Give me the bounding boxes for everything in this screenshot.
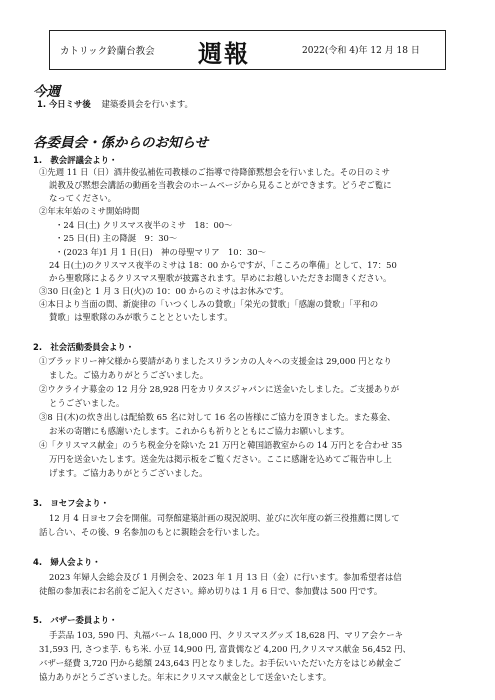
sec1-line: ・(2023 年)1 月 1 日(日) 神の母聖マリア 10：30～ (55, 247, 267, 257)
sec2-line: ②ウクライナ募金の 12 月分 28,928 円をカリタスジャパンに送金いたしました。ご支援ありが (39, 384, 400, 394)
page-title: 週報 (198, 40, 250, 68)
this-week-item-text: 建築委員会を行います。 (101, 99, 193, 109)
sec1-line: ・25 日(日) 主の降誕 9：30～ (55, 233, 178, 243)
this-week-item-label: 1. 今日ミサ後 (37, 99, 91, 109)
church-name: カトリック鈴蘭台教会 (60, 46, 155, 57)
bulletin-header (49, 30, 446, 70)
sec1-line: ③30 日(金)と 1 月 3 日(火)の 10：00 からのミサはお休みです。 (39, 286, 289, 296)
sec4-line: 2023 年婦人会総会及び 1 月例会を、2023 年 1 月 13 日（金）に行います。参加希望者は信 (49, 572, 402, 582)
sec2-line: お米の寄贈にも感謝いたします。これからも祈りとともにご協力お願いします。 (49, 426, 350, 436)
this-week-title: 今週 (33, 84, 60, 100)
sec2-heading: 2. 社会活動委員会より・ (33, 342, 135, 352)
sec1-line: なってください。 (49, 193, 116, 203)
sec2-line: ました。ご協力ありがとうございました。 (49, 370, 209, 380)
sec5-line: バザー経費 3,720 円から総額 243,643 円となりました。お手伝いいただいた方をはじめ献金ご (39, 658, 402, 668)
sec2-line: ①ブラッドリー神父様から要請がありましたスリランカの人々への支援金は 29,000 円となり (39, 356, 392, 366)
sec1-heading: 1. 教会評議会より・ (33, 155, 118, 165)
sec2-line: ④「クリスマス献金」のうち税金分を除いた 21 万円と韓国語教室からの 14 万円とを合わせ 35 (39, 440, 403, 450)
sec1-line: ④本日より当面の間、新旋律の「いつくしみの賛歌」「栄光の賛歌」「感謝の賛歌」「平和の (39, 299, 379, 309)
this-week-item (37, 98, 193, 110)
sec4-line: 徒館の参加表にお名前をご記入ください。締め切りは 1 月 6 日で、参加費は 500 円です。 (39, 586, 383, 596)
sec1-line: ①先週 11 日（日）酒井俊弘補佐司教様のご指導で待降節黙想会を行いました。その日のミサ (39, 167, 390, 177)
sec5-line: 手芸品 103, 590 円、丸福バーム 18,000 円、クリスマスグッズ 18,628 円、マリア会ケーキ (49, 630, 403, 640)
sec3-line: 話し合い、その後、9 名参加のもとに親睦会を行いました。 (39, 527, 265, 537)
sec2-line: 万円を送金いたします。送金先は掲示板をご覧ください。ここに感謝を込めてご報告申し上 (49, 454, 392, 464)
sec4-heading: 4. 婦人会より・ (33, 557, 101, 567)
sec2-line: ③8 日(木)の炊き出しは配給数 65 名に対して 16 名の皆様にご協力を頂きました。また募金、 (39, 412, 396, 422)
sec2-line: とうございました。 (49, 398, 125, 408)
sec1-line: 24 日(土)のクリスマス夜半のミサは 18：00 からですが、「こころの準備」として、17：50 (49, 260, 397, 270)
sec1-line: ・24 日(土) クリスマス夜半のミサ 18：00～ (55, 220, 233, 230)
sec5-line: 31,593 円, さつま芋. もち米. 小豆 14,900 円, 富貴儒など 4,200 円,クリスマス献金 56,452 円、 (39, 644, 411, 654)
notices-title: 各委員会・係からのお知らせ (33, 135, 209, 151)
sec5-line: 協力ありがとうございました。年末にクリスマス献金として送金いたします。 (39, 672, 332, 682)
sec1-line: 賛歌」は聖歌隊のみが歌うこととといたします。 (49, 312, 233, 322)
sec2-line: げます。ご協力ありがとうございました。 (49, 468, 208, 478)
sec1-line: から聖歌隊によるクリスマス聖歌が披露されます。早めにお越しいただきお聞きください。 (49, 273, 392, 283)
sec5-heading: 5. バザー委員より・ (33, 615, 118, 625)
sec1-line: ②年末年始のミサ開始時間 (39, 206, 140, 216)
bulletin-date: 2022(令和 4)年 12 月 18 日 (302, 46, 420, 56)
sec1-line: 説教及び黙想会講話の動画を当教会のホームページから見ることができます。どうぞご覧に (49, 180, 392, 190)
sec3-line: 12 月 4 日ヨセフ会を開催。司祭館建築計画の現況説明、並びに次年度の新三役推薦に関して (49, 513, 400, 523)
sec3-heading: 3. ヨセフ会より・ (33, 498, 110, 508)
